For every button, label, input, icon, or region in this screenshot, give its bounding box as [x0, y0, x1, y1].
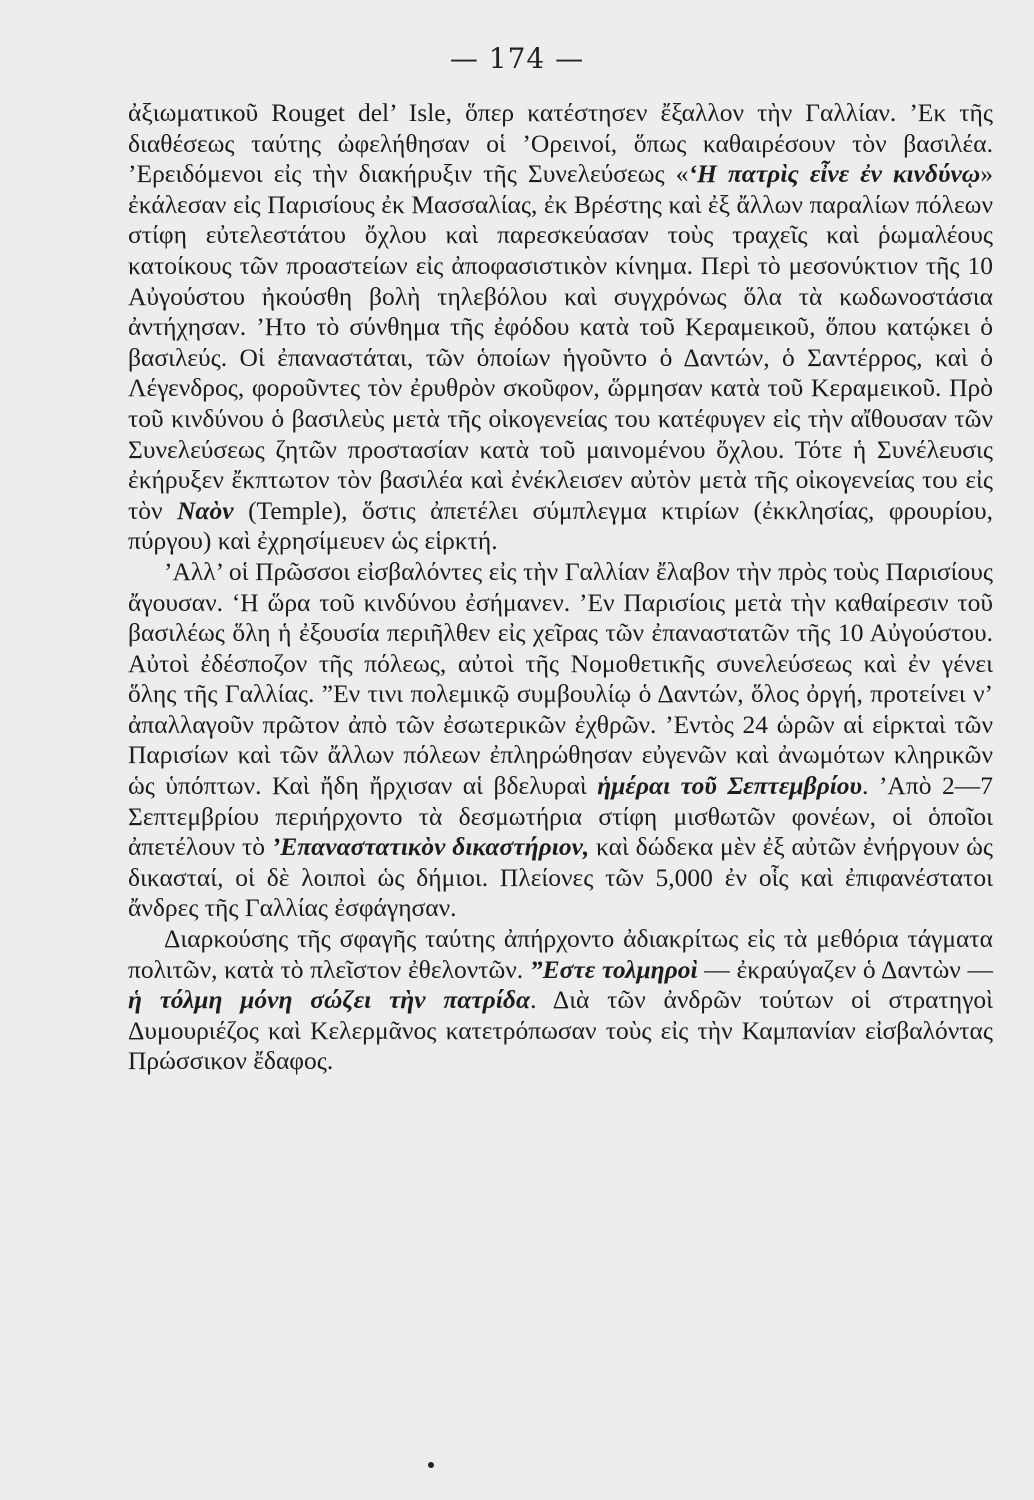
text-run: . ’Απὸ 2—7 Σεπτεμβρίου περιήρχοντο τὰ δεσμωτήρια στίφη μισθωτῶν φονέων, οἱ ὁποῖοι ἀπετέλουν τὸ: [128, 771, 993, 862]
emphasized-phrase: ”Εστε τολμηροὶ: [529, 954, 698, 984]
page-number: — 174 —: [449, 42, 585, 75]
text-run: » ἐκάλεσαν εἰς Παρισίους ἐκ Μασσαλίας, ἐκ Βρέστης καὶ ἐξ ἄλλων παραλίων πόλεων στίφη εὐτελεστάτου ὄχλου καὶ παρεσκεύασαν τοὺς τραχεῖς καὶ ῥωμαλέους κατοίκους τῶν προαστείων εἰς ἀποφασιστικὸν κίνημα. Περὶ τὸ μεσονύκτιον τῆς 10 Αὐγούστου ἠκούσθη βολὴ τηλεβόλου καὶ συγχρόνως ὅλα τὰ κωδωνοστάσια ἀντήχησαν. ’Ητο τὸ σύνθημα τῆς ἐφόδου κατὰ τοῦ Κεραμεικοῦ, ὅπου κατῴκει ὁ βασιλεύς. Οἱ ἐπαναστάται, τῶν ὁποίων ἡγοῦντο ὁ Δαντών, ὁ Σαντέρρος, καὶ ὁ Λέγενδρος, φοροῦντες τὸν ἐρυθρὸν σκοῦφον, ὥρμησαν κατὰ τοῦ Κεραμεικοῦ. Πρὸ τοῦ κινδύνου ὁ βασιλεὺς μετὰ τῆς οἰκογενείας του κατέφυγεν εἰς τὴν αἴθουσαν τῶν Συνελεύσεως ζητῶν προστασίαν κατὰ τοῦ μαινομένου ὄχλου. Τότε ἡ Συνέλευσις ἐκήρυξεν ἔκπτωτον τὸν βασιλέα καὶ ἐνέκλεισεν αὐτὸν μετὰ τῆς οἰκογενείας του εἰς τὸν: [128, 159, 993, 525]
text-run: καὶ δώδεκα μὲν ἐξ αὐτῶν ἐνήργουν ὡς δικασταί, οἱ δὲ λοιποὶ ὡς δήμιοι. Πλείονες τῶν 5,000 ἐν οἷς καὶ ἐπιφανέστατοι ἄνδρες τῆς Γαλλίας ἐσφάγησαν.: [128, 832, 993, 923]
text-run: . Διὰ τῶν ἀνδρῶν τούτων οἱ στρατηγοὶ Δυμουριέζος καὶ Κελερμᾶνος κατετρόπωσαν τοὺς εἰς τὴν Καμπανίαν εἰσβαλόντας Πρώσσικον ἔδαφος.: [128, 985, 993, 1076]
emphasized-phrase: Ναὸν: [177, 495, 234, 525]
emphasized-phrase: ἡ τόλμη μόνη σώζει τὴν πατρίδα: [128, 985, 531, 1015]
text-run: (Temple), ὅστις ἀπετέλει σύμπλεγμα κτιρίων (ἐκκλησίας, φρουρίου, πύργου) καὶ ἐχρησίμευεν ὡς εἱρκτή.: [128, 495, 993, 556]
text-run: ἀξιωματικοῦ Rouget del’ Isle, ὅπερ κατέστησεν ἔξαλλον τὴν Γαλλίαν. ’Εκ τῆς διαθέσεως ταύτης ὠφελήθησαν οἱ ’Ορεινοί, ὅπως καθαιρέσουν τὸν βασιλέα. ’Ερειδόμενοι εἰς τὴν διακήρυξιν τῆς Συνελεύσεως «: [128, 98, 993, 189]
text-run: Διαρκούσης τῆς σφαγῆς ταύτης ἀπήρχοντο ἀδιακρίτως εἰς τὰ μεθόρια τάγματα πολιτῶν, κατὰ τὸ πλεῖστον ἐθελοντῶν.: [128, 924, 993, 984]
emphasized-phrase: ἡμέραι τοῦ Σεπτεμβρίου: [597, 771, 863, 801]
text-run: — ἐκραύγαζεν ὁ Δαντὼν —: [697, 954, 994, 984]
text-run: ’Αλλ’ οἱ Πρῶσσοι εἰσβαλόντες εἰς τὴν Γαλλίαν ἔλαβον τὴν πρὸς τοὺς Παρισίους ἄγουσαν. ‘Η ὥρα τοῦ κινδύνου ἐσήμανεν. ’Εν Παρισίοις μετὰ τὴν καθαίρεσιν τοῦ βασιλέως ὅλη ἡ ἐξουσία περιῆλθεν εἰς χεῖρας τῶν ἐπαναστατῶν τῆς 10 Αὐγούστου. Αὐτοὶ ἐδέσποζον τῆς πόλεως, αὐτοὶ τῆς Νομοθετικῆς συνελεύσεως καὶ ἐν γένει ὅλης τῆς Γαλλίας. ”Εν τινι πολεμικῷ συμβουλίῳ ὁ Δαντών, ὅλος ὀργή, προτείνει ν’ ἀπαλλαγοῦν πρῶτον ἀπὸ τῶν ἐσωτερικῶν ἐχθρῶν. ’Εντὸς 24 ὡρῶν αἱ εἱρκταὶ τῶν Παρισίων καὶ τῶν ἄλλων πόλεων ἐπληρώθησαν εὐγενῶν καὶ ἀνωμότων κληρικῶν ὡς ὑπόπτων. Καὶ ἤδη ἤρχισαν αἱ βδελυραὶ: [128, 556, 993, 801]
emphasized-phrase: ’Επαναστατικὸν δικαστήριον,: [271, 832, 590, 862]
paragraph-3: [128, 924, 993, 1077]
emphasized-phrase: ‘Η πατρὶς εἶνε ἐν κινδύνῳ: [688, 159, 981, 189]
paragraph-2: [128, 557, 993, 924]
paragraph-1: [128, 98, 993, 557]
body-text: [128, 98, 993, 1077]
page-mark: [428, 1462, 434, 1468]
